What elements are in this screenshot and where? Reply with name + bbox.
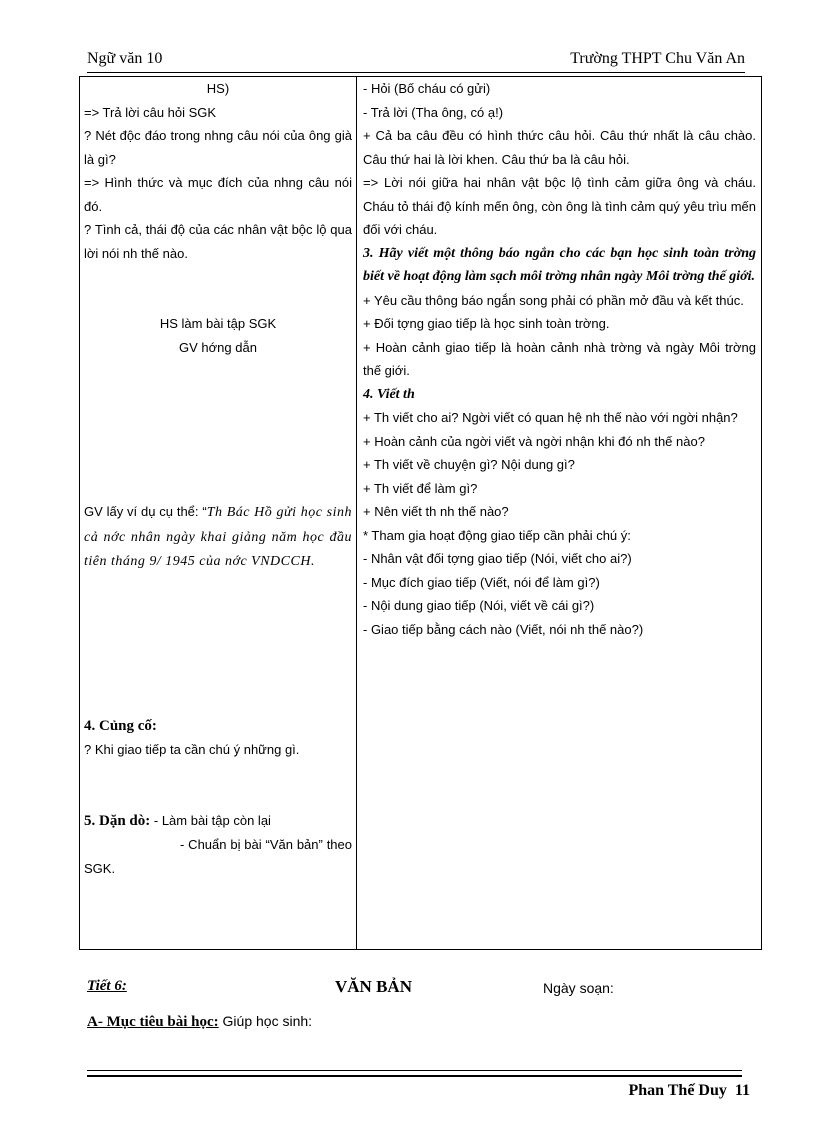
teacher-student-column: [84, 77, 352, 880]
right-line: + Nên viết th nh thế nào?: [363, 504, 509, 519]
header-school: Trường THPT Chu Văn An: [570, 50, 745, 67]
right-line: + Yêu cầu thông báo ngắn song phải có phần mở đầu và kết thúc.: [363, 292, 744, 308]
homework-item: - Làm bài tập còn lại: [150, 812, 271, 828]
right-line: - Nội dung giao tiếp (Nói, viết về cái gì?): [363, 598, 595, 613]
left-example: [84, 500, 352, 574]
footer-rule: [87, 1070, 742, 1071]
right-line: + Hoàn cảnh của ngời viết và ngời nhận khi đó nh thế nào?: [363, 433, 705, 449]
homework: [84, 809, 352, 834]
consolidation-question: ? Khi giao tiếp ta cần chú ý những gì.: [84, 742, 300, 757]
left-activity: GV hớng dẫn: [179, 339, 257, 355]
homework-heading: 5. Dặn dò:: [84, 812, 151, 829]
column-divider: [356, 77, 357, 949]
page-number: 11: [734, 1082, 750, 1099]
right-line: - Mục đích giao tiếp (Viết, nói để làm gì?): [363, 574, 600, 590]
objectives-label: A- Mục tiêu bài học:: [87, 1014, 219, 1030]
right-line: - Trả lời (Tha ông, có ạ!): [363, 104, 504, 120]
right-line: + Th viết cho ai? Ngời viết có quan hệ nh thế nào với ngời nhận?: [363, 410, 738, 425]
right-line: - Nhân vật đối tợng giao tiếp (Nói, viết cho ai?): [363, 551, 632, 566]
page-header: [87, 50, 745, 70]
footer-author: Phan Thế Duy: [628, 1082, 727, 1099]
left-question: ? Nét độc đáo trong nhng câu nói của ông già là gì?: [84, 128, 352, 167]
right-line: => Lời nói giữa hai nhân vật bộc lộ tình cảm giữa ông và cháu. Cháu tỏ thái độ kính mến ông, còn ông là tình cảm quý yêu trìu mến đối với cháu.: [363, 175, 756, 237]
lesson-title: VĂN BẢN: [335, 977, 412, 996]
right-line: + Đối tợng giao tiếp là học sinh toàn trờng.: [363, 316, 610, 331]
consolidation-heading: 4. Củng cố:: [84, 717, 157, 734]
header-subject: Ngữ văn 10: [87, 50, 163, 67]
page-footer: [628, 1082, 750, 1100]
right-line: + Th viết để làm gì?: [363, 480, 478, 496]
lesson-table: [79, 76, 762, 950]
right-line: - Hỏi (Bố cháu có gửi): [363, 81, 491, 96]
lesson-number: Tiết 6:: [87, 978, 127, 994]
right-line: + Cả ba câu đều có hình thức câu hỏi. Câu thứ nhất là câu chào. Câu thứ hai là lời khen. Câu thứ ba là câu hỏi.: [363, 128, 756, 167]
prep-date-label: Ngày soạn:: [543, 980, 614, 996]
left-line: HS): [206, 81, 230, 96]
right-line: + Th viết về chuyện gì? Nội dung gì?: [363, 457, 575, 472]
exercise-4-heading: 4. Viết th: [363, 386, 415, 402]
exercise-3-heading: 3. Hãy viết một thông báo ngắn cho các bạn học sinh toàn trờng biết về hoạt động làm sạch môi trờng nhân ngày Môi trờng thế giới.: [363, 245, 756, 284]
example-letter: Th Bác Hồ gửi học sinh cả nớc nhân ngày khai giảng năm học đầu tiên tháng 9/ 1945 của nớc VNDCCH.: [84, 505, 352, 569]
right-line: * Tham gia hoạt động giao tiếp cần phải chú ý:: [363, 527, 631, 543]
right-line: - Giao tiếp bằng cách nào (Viết, nói nh thế nào?): [363, 621, 644, 637]
objectives-text: Giúp học sinh:: [218, 1013, 313, 1029]
footer-rule: [87, 1075, 742, 1077]
content-column: [363, 77, 756, 641]
homework-item: - Chuẩn bị bài “Văn bản” theo SGK.: [84, 837, 352, 876]
example-intro: GV lấy ví dụ cụ thể: “: [84, 504, 207, 519]
header-rule: [87, 72, 745, 73]
left-question: ? Tình cả, thái độ của các nhân vật bộc lộ qua lời nói nh thế nào.: [84, 222, 352, 261]
objectives-line: [87, 1013, 312, 1031]
right-line: + Hoàn cảnh giao tiếp là hoàn cảnh nhà trờng và ngày Môi trờng thế giới.: [363, 339, 756, 378]
left-activity: HS làm bài tập SGK: [159, 316, 277, 331]
left-line: => Trả lời câu hỏi SGK: [84, 104, 217, 120]
left-answer: => Hình thức và mục đích của nhng câu nói đó.: [84, 175, 352, 214]
